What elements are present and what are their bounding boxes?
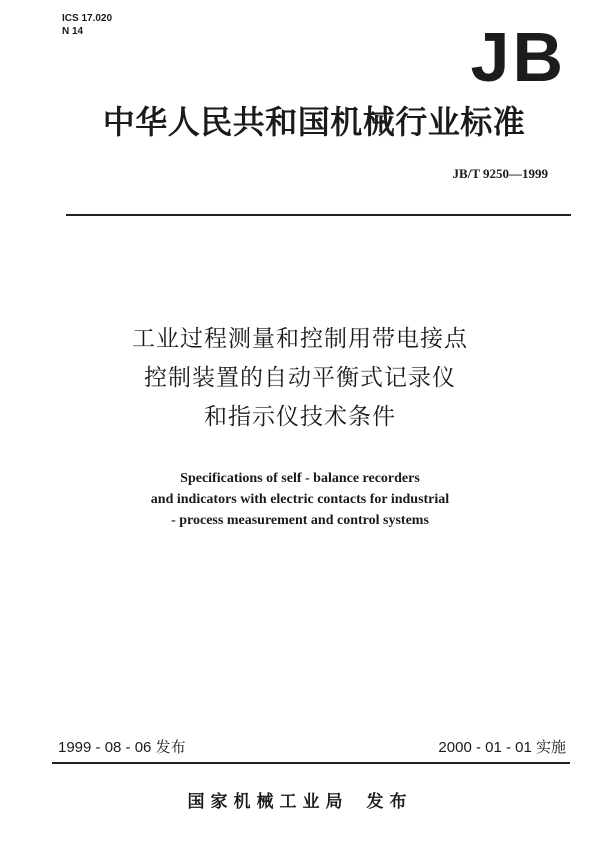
footer-divider (52, 762, 570, 764)
chinese-title-line: 控制装置的自动平衡式记录仪 (144, 365, 456, 391)
english-title-line: - process measurement and control systems (171, 513, 429, 528)
implementation-date: 2000 - 01 - 01 实施 (438, 739, 566, 756)
publisher-line (0, 787, 600, 812)
chinese-title-line: 和指示仪技术条件 (204, 404, 396, 430)
chinese-title (60, 320, 540, 437)
publisher-name: 国家机械工业局 (187, 792, 349, 812)
ics-code: ICS 17.020 (62, 13, 113, 24)
standard-number: JB/T 9250—1999 (452, 166, 548, 181)
classification-codes (62, 12, 112, 38)
header-divider (66, 214, 571, 216)
standard-category-title: 中华人民共和国机械行业标准 (102, 103, 526, 141)
ccs-code: N 14 (62, 26, 84, 37)
english-title (60, 468, 540, 531)
chinese-title-line: 工业过程测量和控制用带电接点 (132, 326, 468, 352)
publisher-action: 发布 (366, 792, 413, 812)
english-title-line: Specifications of self - balance recorders (180, 471, 420, 486)
jb-logo: JB (470, 18, 566, 96)
issue-date: 1999 - 08 - 06 发布 (58, 739, 186, 756)
english-title-line: and indicators with electric contacts for industrial (150, 492, 450, 507)
